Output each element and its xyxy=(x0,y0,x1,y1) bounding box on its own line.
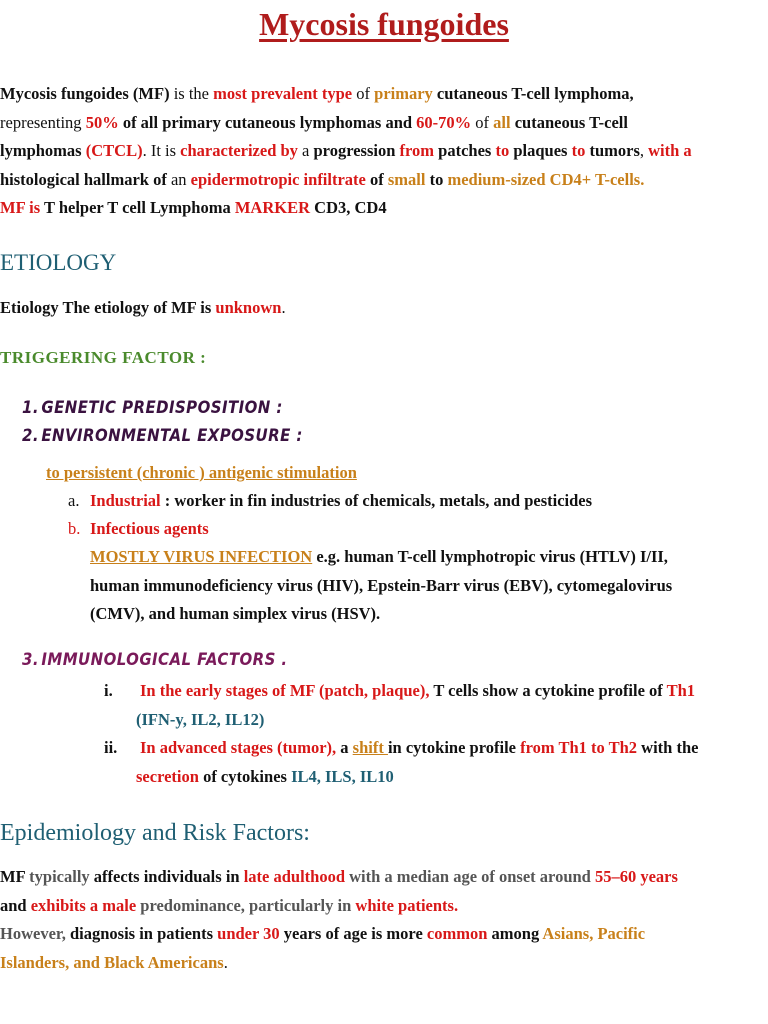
item-infectious: b. Infectious agents xyxy=(68,519,209,538)
antigenic-stimulation: to persistent (chronic ) antigenic stimulation xyxy=(46,463,357,482)
item-early-stage: i. In the early stages of MF (patch, plaque), T cells show a cytokine profile of Th1 (IFN-y, IL2, IL12) xyxy=(104,681,696,729)
epidemiology-heading: Epidemiology and Risk Factors: xyxy=(0,820,310,846)
intro-line-3: lymphomas (CTCL). It is characterized by a progression from patches to plaques to tumors, with a xyxy=(0,141,692,160)
intro-line-1: Mycosis fungoides (MF) is the most prevalent type of primary cutaneous T-cell lymphoma, xyxy=(0,84,634,103)
intro-paragraph xyxy=(0,80,766,223)
factor-immunological: 3. IMMUNOLOGICAL FACTORS . xyxy=(22,650,288,670)
virus-block: MOSTLY VIRUS INFECTION e.g. human T-cell lymphotropic virus (HTLV) I/II, human immunodeficiency virus (HIV), Epstein-Barr virus (EBV), cytomegalovirus (CMV), and human simplex virus (HSV). xyxy=(90,547,673,623)
intro-line-2: representing 50% of all primary cutaneous lymphomas and 60-70% of all cutaneous T-cell xyxy=(0,112,628,132)
intro-line-4: histological hallmark of an epidermotropic infiltrate of small to medium-sized CD4+ T-cells. xyxy=(0,169,645,189)
page-title: Mycosis fungoides xyxy=(259,6,509,42)
factor-genetic: 1. GENETIC PREDISPOSITION : xyxy=(22,398,283,418)
factor-environmental: 2. ENVIRONMENTAL EXPOSURE : xyxy=(22,426,303,446)
item-advanced-stage: ii. In advanced stages (tumor), a shift in cytokine profile from Th1 to Th2 with the secretion of cytokines IL4, ILS, IL10 xyxy=(104,738,699,786)
intro-line-5: MF is T helper T cell Lymphoma MARKER CD3, CD4 xyxy=(0,198,387,217)
etiology-text: Etiology The etiology of MF is unknown. xyxy=(0,298,286,317)
triggering-factor-heading: TRIGGERING FACTOR : xyxy=(0,348,207,367)
etiology-heading: ETIOLOGY xyxy=(0,250,117,275)
epidemiology-paragraph: MF typically affects individuals in late adulthood with a median age of onset around 55–60 years and exhibits a male predominance, particularly in white patients. However, diagnosis in patients under 30 years of age is more common among Asians, Pacific Islanders, and Black Americans. xyxy=(0,867,678,972)
item-industrial: a. Industrial : worker in fin industries of chemicals, metals, and pesticides xyxy=(68,491,593,510)
